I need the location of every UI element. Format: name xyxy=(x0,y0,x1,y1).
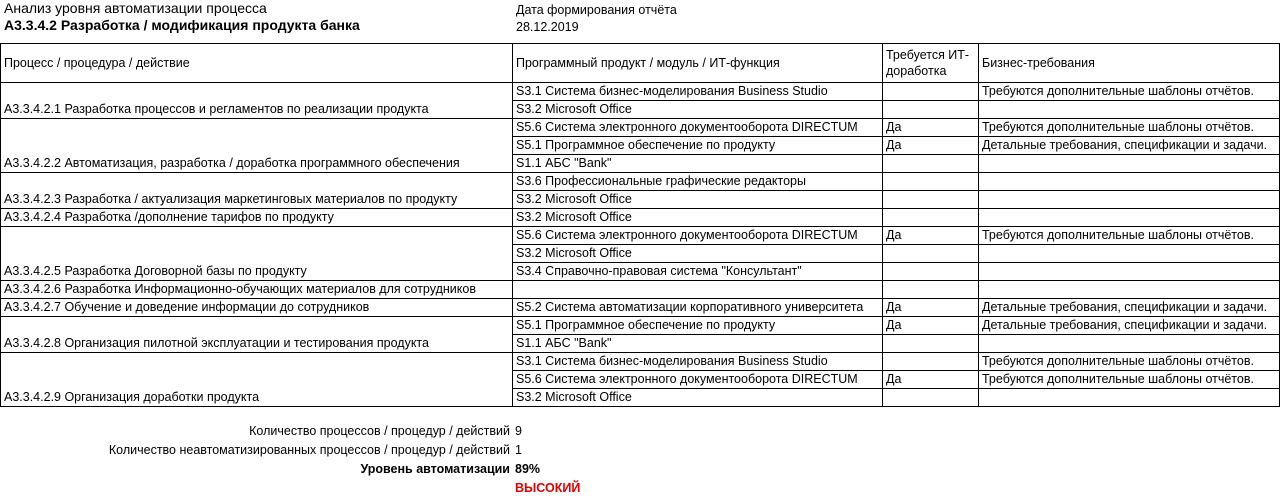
it-required-cell xyxy=(883,155,979,173)
table-row xyxy=(1,173,1280,191)
it-required-cell: Да xyxy=(883,299,979,317)
business-req-cell xyxy=(979,281,1280,299)
col-header-process: Процесс / процедура / действие xyxy=(1,44,513,83)
nonauto-count-value: 1 xyxy=(515,443,522,457)
report-title: Анализ уровня автоматизации процесса xyxy=(4,0,267,16)
product-cell: S3.2 Microsoft Office xyxy=(513,245,883,263)
col-header-it-required: Требуется ИТ-доработка xyxy=(883,44,979,83)
product-cell: S5.6 Система электронного документооборота DIRECTUM xyxy=(513,227,883,245)
it-required-cell xyxy=(883,173,979,191)
process-title: А3.3.4.2 Разработка / модификация продукта банка xyxy=(4,17,360,33)
it-required-cell xyxy=(883,101,979,119)
business-req-cell: Требуются дополнительные шаблоны отчётов. xyxy=(979,227,1280,245)
product-cell: S5.1 Программное обеспечение по продукту xyxy=(513,137,883,155)
product-cell: S3.1 Система бизнес-моделирования Business Studio xyxy=(513,83,883,101)
it-required-cell xyxy=(883,335,979,353)
product-cell xyxy=(513,281,883,299)
report-date-label: Дата формирования отчёта xyxy=(516,3,677,17)
it-required-cell xyxy=(883,245,979,263)
col-header-business-req: Бизнес-требования xyxy=(979,44,1280,83)
table-row xyxy=(1,281,1280,299)
table-row xyxy=(1,317,1280,335)
it-required-cell: Да xyxy=(883,119,979,137)
table-row xyxy=(1,299,1280,317)
product-cell: S1.1 АБС "Bank" xyxy=(513,155,883,173)
product-cell: S3.2 Microsoft Office xyxy=(513,101,883,119)
table-header-row xyxy=(1,44,1280,83)
process-cell: А3.3.4.2.2 Автоматизация, разработка / доработка программного обеспечения xyxy=(1,119,513,173)
product-cell: S3.2 Microsoft Office xyxy=(513,191,883,209)
it-required-cell xyxy=(883,281,979,299)
business-req-cell xyxy=(979,101,1280,119)
process-cell: А3.3.4.2.6 Разработка Информационно-обучающих материалов для сотрудников xyxy=(1,281,513,299)
product-cell: S5.6 Система электронного документооборота DIRECTUM xyxy=(513,119,883,137)
business-req-cell xyxy=(979,191,1280,209)
report-date-value: 28.12.2019 xyxy=(516,20,579,34)
business-req-cell: Требуются дополнительные шаблоны отчётов. xyxy=(979,353,1280,371)
it-required-cell xyxy=(883,191,979,209)
product-cell: S5.6 Система электронного документооборота DIRECTUM xyxy=(513,371,883,389)
it-required-cell xyxy=(883,353,979,371)
process-cell: А3.3.4.2.3 Разработка / актуализация маркетинговых материалов по продукту xyxy=(1,173,513,209)
col-header-product: Программный продукт / модуль / ИТ-функция xyxy=(513,44,883,83)
summary-level-text-row xyxy=(0,481,600,500)
product-cell: S3.6 Профессиональные графические редакторы xyxy=(513,173,883,191)
nonauto-count-label: Количество неавтоматизированных процессов / процедур / действий xyxy=(108,443,510,457)
business-req-cell xyxy=(979,209,1280,227)
table-row xyxy=(1,227,1280,245)
product-cell: S1.1 АБС "Bank" xyxy=(513,335,883,353)
it-required-cell: Да xyxy=(883,317,979,335)
process-cell: А3.3.4.2.9 Организация доработки продукта xyxy=(1,353,513,407)
business-req-cell xyxy=(979,263,1280,281)
it-required-cell xyxy=(883,209,979,227)
product-cell: S5.2 Система автоматизации корпоративного университета xyxy=(513,299,883,317)
table-row xyxy=(1,353,1280,371)
automation-level-value: 89% xyxy=(515,462,541,476)
automation-table xyxy=(0,43,1280,407)
business-req-cell xyxy=(979,155,1280,173)
process-cell: А3.3.4.2.8 Организация пилотной эксплуатации и тестирования продукта xyxy=(1,317,513,353)
summary-block xyxy=(0,424,600,500)
product-cell: S3.4 Справочно-правовая система "Консультант" xyxy=(513,263,883,281)
process-cell: А3.3.4.2.4 Разработка /дополнение тарифов по продукту xyxy=(1,209,513,227)
automation-level-text: ВЫСОКИЙ xyxy=(515,481,581,495)
it-required-cell xyxy=(883,389,979,407)
table-row xyxy=(1,83,1280,101)
it-required-cell xyxy=(883,263,979,281)
product-cell: S5.1 Программное обеспечение по продукту xyxy=(513,317,883,335)
summary-nonauto-count xyxy=(0,443,600,462)
table-row xyxy=(1,209,1280,227)
process-cell: А3.3.4.2.5 Разработка Договорной базы по продукту xyxy=(1,227,513,281)
it-required-cell: Да xyxy=(883,227,979,245)
business-req-cell: Детальные требования, спецификации и задачи. xyxy=(979,137,1280,155)
product-cell: S3.2 Microsoft Office xyxy=(513,209,883,227)
process-cell: А3.3.4.2.1 Разработка процессов и регламентов по реализации продукта xyxy=(1,83,513,119)
business-req-cell xyxy=(979,173,1280,191)
summary-automation-level xyxy=(0,462,600,481)
business-req-cell xyxy=(979,335,1280,353)
business-req-cell: Требуются дополнительные шаблоны отчётов. xyxy=(979,83,1280,101)
business-req-cell xyxy=(979,245,1280,263)
table-row xyxy=(1,119,1280,137)
business-req-cell: Требуются дополнительные шаблоны отчётов. xyxy=(979,119,1280,137)
table-body xyxy=(1,83,1280,407)
it-required-cell xyxy=(883,83,979,101)
business-req-cell: Детальные требования, спецификации и задачи. xyxy=(979,317,1280,335)
automation-level-label: Уровень автоматизации xyxy=(360,462,510,476)
process-count-value: 9 xyxy=(515,424,522,438)
it-required-cell: Да xyxy=(883,371,979,389)
it-required-cell: Да xyxy=(883,137,979,155)
summary-process-count xyxy=(0,424,600,443)
business-req-cell: Требуются дополнительные шаблоны отчётов. xyxy=(979,371,1280,389)
business-req-cell xyxy=(979,389,1280,407)
product-cell: S3.2 Microsoft Office xyxy=(513,389,883,407)
process-count-label: Количество процессов / процедур / действий xyxy=(249,424,510,438)
process-cell: А3.3.4.2.7 Обучение и доведение информации до сотрудников xyxy=(1,299,513,317)
business-req-cell: Детальные требования, спецификации и задачи. xyxy=(979,299,1280,317)
product-cell: S3.1 Система бизнес-моделирования Business Studio xyxy=(513,353,883,371)
